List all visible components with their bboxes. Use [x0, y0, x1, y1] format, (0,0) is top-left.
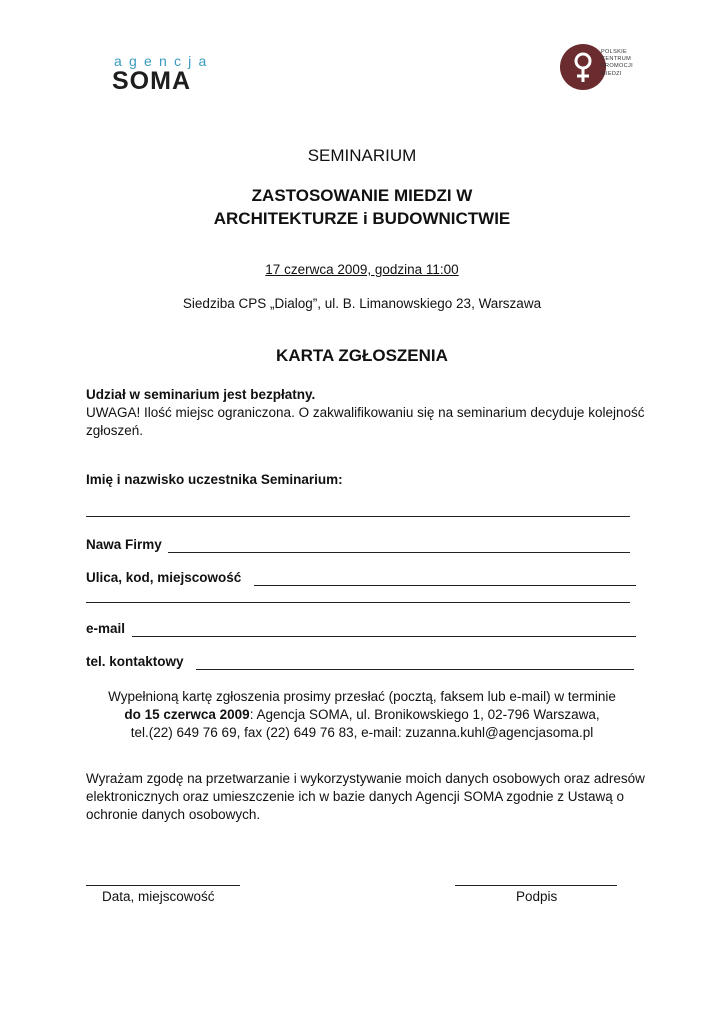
- deadline-date: do 15 czerwca 2009: [124, 707, 250, 722]
- phone-label: tel. kontaktowy: [86, 654, 184, 669]
- seminar-title: [60, 184, 664, 230]
- seminar-title-line-1: ZASTOSOWANIE MIEDZI W: [251, 186, 473, 205]
- logo-agencja-text: agencja: [114, 53, 214, 69]
- contact-details: tel.(22) 649 76 69, fax (22) 649 76 83, e-mail: zuzanna.kuhl@agencjasoma.pl: [130, 725, 594, 740]
- seminar-title-line-2: ARCHITEKTURZE i BUDOWNICTWIE: [213, 209, 511, 228]
- phone-field[interactable]: [196, 669, 634, 670]
- company-name-label: Nawa Firmy: [86, 537, 162, 552]
- copper-symbol-icon: [560, 44, 606, 90]
- participant-name-field[interactable]: [86, 516, 630, 517]
- email-label: e-mail: [86, 621, 126, 636]
- seminar-label: SEMINARIUM: [307, 146, 417, 165]
- limited-seats-warning: UWAGA! Ilość miejsc ograniczona. O zakwalifikowaniu się na seminarium decyduje kolejność zgłoszeń.: [86, 405, 645, 438]
- address-field-line-2[interactable]: [86, 602, 630, 603]
- logo-soma-text: SOMA: [112, 67, 191, 95]
- agencja-soma-logo: [112, 53, 228, 93]
- submission-instructions: Wypełnioną kartę zgłoszenia prosimy przesłać (pocztą, faksem lub e-mail) w terminie do 15 czerwca 2009: Agencja SOMA, ul. Bronikowskiego 1, 02-796 Warszawa, tel.(22) 649 76 69, fax (22) 649 76 83, e-mail: zuzanna.kuhl@agencjasoma.pl: [70, 688, 654, 742]
- date-place-label: Data, miejscowość: [102, 889, 215, 904]
- address-label: Ulica, kod, miejscowość: [86, 570, 242, 585]
- pcpm-logo-text: POLSKIE CENTRUM PROMOCJI MIEDZI: [601, 49, 633, 77]
- seminar-date: 17 czerwca 2009, godzina 11:00: [265, 262, 459, 277]
- date-place-field[interactable]: [86, 885, 240, 886]
- email-field[interactable]: [132, 636, 636, 637]
- free-participation-note: Udział w seminarium jest bezpłatny.: [86, 387, 316, 402]
- signature-field[interactable]: [455, 885, 617, 886]
- signature-label: Podpis: [516, 889, 558, 904]
- address-field[interactable]: [254, 585, 636, 586]
- data-consent-statement: Wyrażam zgodę na przetwarzanie i wykorzystywanie moich danych osobowych oraz adresów elektronicznych oraz umieszczenie ich w bazie danych Agencji SOMA zgodnie z Ustawą o ochronie danych osobowych.: [86, 771, 645, 822]
- polskie-centrum-promocji-miedzi-logo: [560, 44, 640, 92]
- form-title: KARTA ZGŁOSZENIA: [276, 346, 448, 365]
- participant-name-label: Imię i nazwisko uczestnika Seminarium:: [86, 472, 343, 487]
- seminar-venue: Siedziba CPS „Dialog”, ul. B. Limanowskiego 23, Warszawa: [182, 296, 542, 311]
- company-name-field[interactable]: [168, 552, 630, 553]
